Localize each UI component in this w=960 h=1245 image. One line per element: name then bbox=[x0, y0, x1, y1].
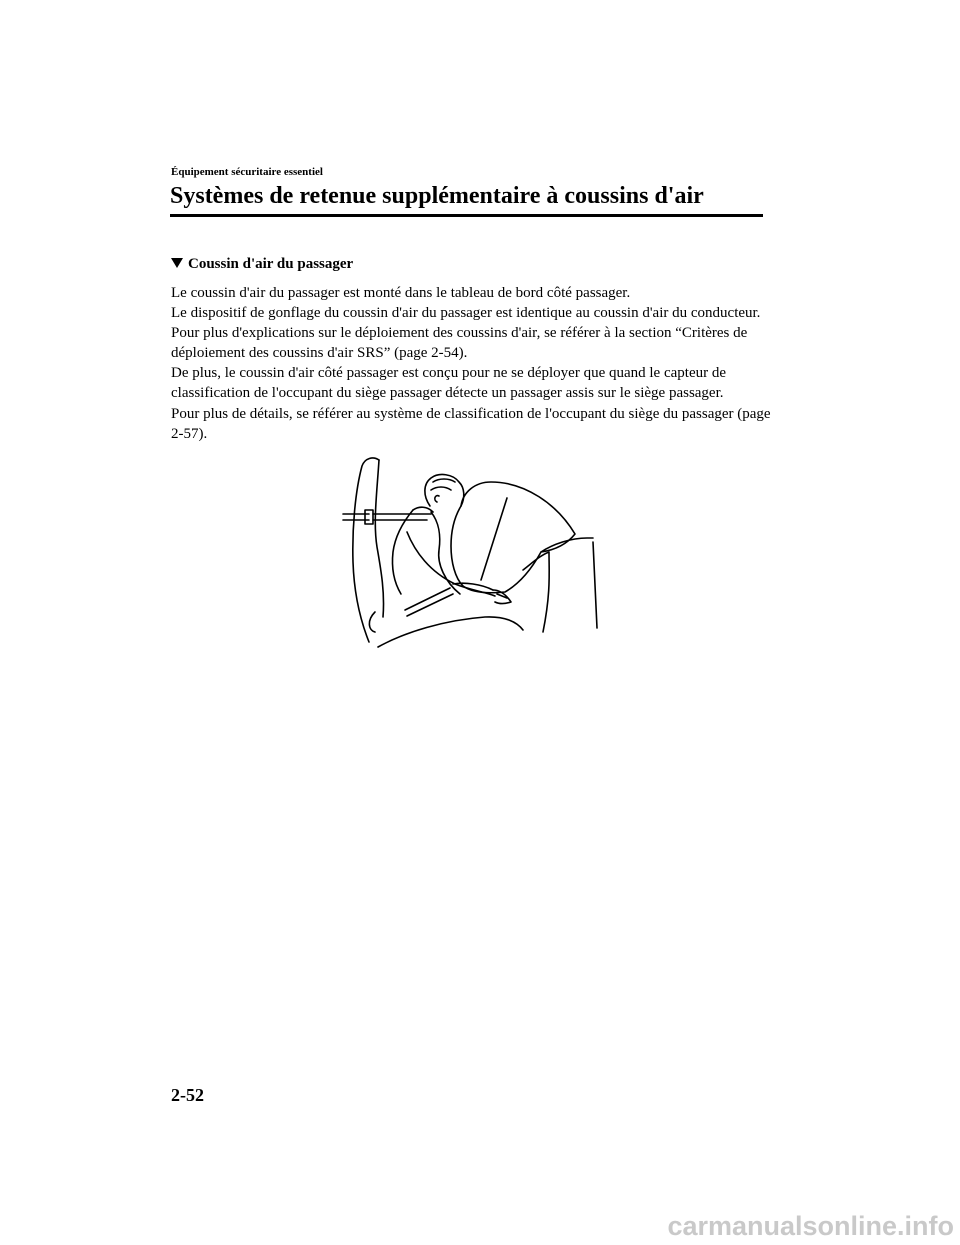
seat-belt-diagonal bbox=[373, 514, 431, 520]
paragraph: De plus, le coussin d'air côté passager est conçu pour ne se déployer que quand le capteur de classification de l'occupant du siège passager détecte un passager assis sur le siège passager. bbox=[171, 365, 727, 402]
dashboard-edge bbox=[593, 542, 597, 628]
seat-back bbox=[353, 458, 379, 642]
passenger-airbag-illustration bbox=[335, 452, 610, 652]
passenger-ear bbox=[435, 496, 439, 502]
down-triangle-icon bbox=[171, 258, 183, 268]
dashboard-lower bbox=[523, 552, 549, 632]
subsection-heading bbox=[171, 254, 353, 274]
watermark: carmanualsonline.info bbox=[667, 1211, 954, 1241]
airbag-seam bbox=[481, 498, 507, 580]
title-divider bbox=[170, 214, 763, 217]
passenger-chest bbox=[431, 512, 460, 594]
passenger-shoulder bbox=[413, 507, 433, 512]
paragraph: Pour plus de détails, se référer au système de classification de l'occupant du siège du passager (page 2-57). bbox=[171, 405, 771, 442]
seat-belt-buckle bbox=[365, 510, 373, 524]
passenger-back bbox=[392, 510, 413, 594]
seat-back-inner bbox=[375, 460, 383, 617]
seat-cushion bbox=[369, 612, 375, 632]
passenger-hair bbox=[431, 479, 455, 490]
body-text bbox=[171, 283, 771, 444]
page-number: 2-52 bbox=[171, 1085, 204, 1105]
subsection-title: Coussin d'air du passager bbox=[188, 256, 354, 272]
section-label: Équipement sécuritaire essentiel bbox=[171, 166, 323, 178]
paragraph: Le coussin d'air du passager est monté dans le tableau de bord côté passager. bbox=[171, 285, 631, 301]
paragraph: Pour plus d'explications sur le déploiement des coussins d'air, se référer à la section “Critères de déploiement des coussins d'air SRS” (page 2-54). bbox=[171, 325, 748, 362]
paragraph: Le dispositif de gonflage du coussin d'air du passager est identique au coussin d'air du conducteur. bbox=[171, 305, 761, 322]
seat-belt-lap bbox=[405, 588, 453, 616]
page-title: Systèmes de retenue supplémentaire à coussins d'air bbox=[170, 183, 704, 209]
airbag bbox=[451, 482, 575, 593]
seat-base bbox=[378, 617, 523, 647]
